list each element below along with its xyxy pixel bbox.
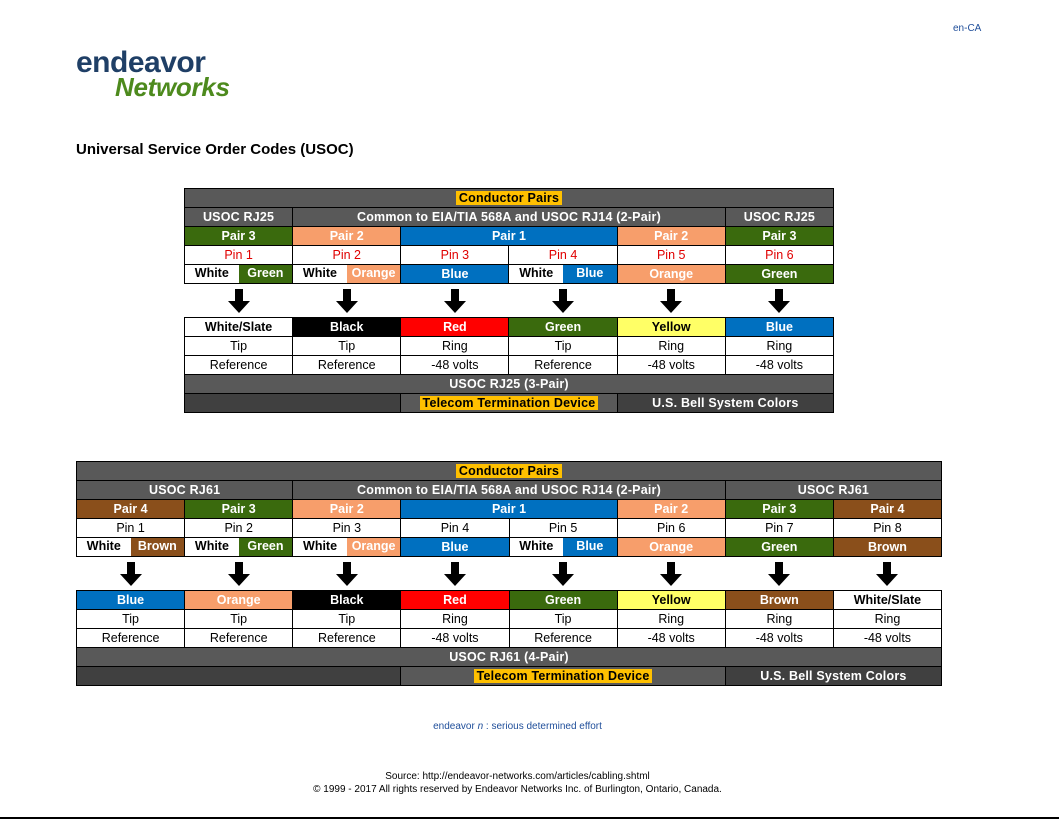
telecom-termination-label: Telecom Termination Device (420, 396, 599, 410)
pin-1: Pin 1 (185, 246, 293, 265)
bell-red: Red (401, 591, 509, 610)
bell-black: Black (293, 318, 401, 337)
down-arrow-icon (552, 289, 574, 313)
wire-pin-2 (185, 538, 293, 557)
conductor-pairs-row (77, 462, 942, 481)
wire-blue: Blue (401, 538, 509, 557)
wire-white: White (185, 538, 239, 556)
endeavor-networks-logo (76, 48, 230, 100)
bell-white-slate: White/Slate (833, 591, 941, 610)
wire-color-row (77, 538, 942, 557)
down-arrow-icon (660, 289, 682, 313)
arrow-cell (833, 557, 941, 591)
pin-3: Pin 3 (293, 519, 401, 538)
wire-pin-1 (77, 538, 185, 557)
down-arrow-icon (336, 289, 358, 313)
arrow-cell (77, 557, 185, 591)
down-arrow-icon (444, 289, 466, 313)
tagline-word: endeavor (433, 721, 475, 732)
tagline-definition: : serious determined effort (485, 721, 602, 732)
arrow-cell (401, 284, 509, 318)
pair-1: Pair 1 (401, 227, 617, 246)
reference-cell: Reference (77, 629, 185, 648)
arrow-cell (293, 557, 401, 591)
rj25-right-label: USOC RJ25 (725, 208, 833, 227)
bell-green: Green (509, 591, 617, 610)
wire-pin-3 (293, 538, 401, 557)
legend-row (77, 667, 942, 686)
wire-white: White (510, 538, 564, 556)
bottom-rule (0, 817, 1059, 819)
wire-green: Green (725, 265, 833, 284)
rj61-table (76, 461, 942, 686)
bell-green: Green (509, 318, 617, 337)
tip-ring-cell: Tip (293, 610, 401, 629)
arrow-cell (509, 557, 617, 591)
down-arrow-icon (552, 562, 574, 586)
conductor-pairs-row (185, 189, 834, 208)
down-arrow-icon (120, 562, 142, 586)
bell-yellow: Yellow (617, 591, 725, 610)
bell-brown: Brown (725, 591, 833, 610)
locale-label: en-CA (953, 23, 982, 34)
pin-row (77, 519, 942, 538)
rj25-left-label: USOC RJ25 (185, 208, 293, 227)
arrow-cell (293, 284, 401, 318)
wire-brown: Brown (833, 538, 941, 557)
copyright-line: © 1999 - 2017 All rights reserved by Endeavor Networks Inc. of Burlington, Ontario, Canada. (313, 784, 722, 795)
wire-white: White (509, 265, 563, 283)
pair-3-left: Pair 3 (185, 227, 293, 246)
reference-cell: Reference (185, 629, 293, 648)
tip-ring-row (77, 610, 942, 629)
pin-2: Pin 2 (293, 246, 401, 265)
tip-ring-cell: Ring (617, 610, 725, 629)
wire-brown: Brown (131, 538, 185, 556)
wire-white: White (185, 265, 239, 283)
pin-6: Pin 6 (617, 519, 725, 538)
wire-blue: Blue (563, 265, 617, 283)
bell-white-slate: White/Slate (185, 318, 293, 337)
down-arrow-icon (660, 562, 682, 586)
group-row (185, 208, 834, 227)
down-arrow-icon (228, 562, 250, 586)
wire-pin-5 (509, 538, 617, 557)
reference-cell: Reference (509, 356, 617, 375)
legend-row (185, 394, 834, 413)
tip-ring-cell: Ring (401, 610, 509, 629)
down-arrow-icon (876, 562, 898, 586)
tip-ring-cell: Ring (725, 610, 833, 629)
rj61-left-label: USOC RJ61 (77, 481, 293, 500)
pin-row (185, 246, 834, 265)
wire-orange: Orange (617, 538, 725, 557)
pin-4: Pin 4 (401, 519, 509, 538)
pin-3: Pin 3 (401, 246, 509, 265)
tip-ring-cell: Tip (185, 337, 293, 356)
page-title: Universal Service Order Codes (USOC) (76, 141, 354, 158)
arrow-cell (617, 557, 725, 591)
rj25-3pair-label: USOC RJ25 (3-Pair) (185, 375, 834, 394)
reference-row (185, 356, 834, 375)
wire-white: White (293, 265, 347, 283)
bell-color-row (77, 591, 942, 610)
source-line: Source: http://endeavor-networks.com/articles/cabling.shtml (385, 771, 650, 782)
common-label: Common to EIA/TIA 568A and USOC RJ14 (2-Pair) (293, 208, 726, 227)
bell-blue: Blue (725, 318, 833, 337)
tagline-pos: n (477, 721, 484, 732)
tip-ring-cell: Ring (617, 337, 725, 356)
pair-row (185, 227, 834, 246)
legend-empty (77, 667, 401, 686)
pair-1: Pair 1 (401, 500, 617, 519)
pair-row (77, 500, 942, 519)
bell-orange: Orange (185, 591, 293, 610)
group-row (77, 481, 942, 500)
tip-ring-cell: Ring (725, 337, 833, 356)
tip-ring-cell: Tip (293, 337, 401, 356)
bell-black: Black (293, 591, 401, 610)
arrow-cell (725, 557, 833, 591)
reference-cell: -48 volts (725, 629, 833, 648)
down-arrow-icon (768, 289, 790, 313)
wire-pin-2 (293, 265, 401, 284)
tip-ring-cell: Tip (509, 610, 617, 629)
pin-5: Pin 5 (617, 246, 725, 265)
pair-2-right: Pair 2 (617, 500, 725, 519)
wire-pin-4 (509, 265, 617, 284)
wire-orange: Orange (347, 538, 401, 556)
reference-cell: Reference (293, 356, 401, 375)
wire-green: Green (239, 538, 293, 556)
bell-system-label: U.S. Bell System Colors (617, 394, 833, 413)
bell-red: Red (401, 318, 509, 337)
arrow-cell (617, 284, 725, 318)
wire-green: Green (239, 265, 293, 283)
arrow-cell (185, 557, 293, 591)
telecom-termination-label: Telecom Termination Device (474, 669, 653, 683)
arrow-cell (401, 557, 509, 591)
arrow-row (185, 284, 834, 318)
rj61-right-label: USOC RJ61 (725, 481, 941, 500)
pair-3-left: Pair 3 (185, 500, 293, 519)
wire-blue: Blue (563, 538, 617, 556)
pair-3-right: Pair 3 (725, 227, 833, 246)
reference-cell: -48 volts (617, 356, 725, 375)
reference-cell: Reference (293, 629, 401, 648)
logo-line-2: Networks (115, 72, 230, 102)
pin-1: Pin 1 (77, 519, 185, 538)
reference-cell: Reference (509, 629, 617, 648)
pin-8: Pin 8 (833, 519, 941, 538)
common-label: Common to EIA/TIA 568A and USOC RJ14 (2-Pair) (293, 481, 726, 500)
logo-line-1: endeavor (76, 46, 206, 79)
bell-yellow: Yellow (617, 318, 725, 337)
arrow-cell (185, 284, 293, 318)
bell-system-label: U.S. Bell System Colors (725, 667, 941, 686)
reference-cell: -48 volts (725, 356, 833, 375)
pair-4-right: Pair 4 (833, 500, 941, 519)
pin-7: Pin 7 (725, 519, 833, 538)
bell-blue: Blue (77, 591, 185, 610)
arrow-cell (725, 284, 833, 318)
tip-ring-cell: Ring (401, 337, 509, 356)
tip-ring-cell: Tip (185, 610, 293, 629)
wire-white: White (77, 538, 131, 556)
wire-orange: Orange (617, 265, 725, 284)
legend-telecom-cell (401, 394, 617, 413)
conductor-pairs-label: Conductor Pairs (456, 191, 562, 205)
footer-group-row (185, 375, 834, 394)
arrow-row (77, 557, 942, 591)
conductor-pairs-label: Conductor Pairs (456, 464, 562, 478)
reference-cell: -48 volts (833, 629, 941, 648)
pair-4-left: Pair 4 (77, 500, 185, 519)
pair-3-right: Pair 3 (725, 500, 833, 519)
wire-color-row (185, 265, 834, 284)
tip-ring-cell: Tip (509, 337, 617, 356)
down-arrow-icon (444, 562, 466, 586)
legend-empty (185, 394, 401, 413)
tip-ring-row (185, 337, 834, 356)
tagline (0, 721, 1035, 732)
pair-2-right: Pair 2 (617, 227, 725, 246)
bell-color-row (185, 318, 834, 337)
wire-green: Green (725, 538, 833, 557)
pin-4: Pin 4 (509, 246, 617, 265)
tip-ring-cell: Tip (77, 610, 185, 629)
down-arrow-icon (228, 289, 250, 313)
reference-cell: -48 volts (617, 629, 725, 648)
reference-cell: -48 volts (401, 356, 509, 375)
source-block (0, 770, 1035, 796)
wire-blue: Blue (401, 265, 509, 284)
arrow-cell (509, 284, 617, 318)
wire-white: White (293, 538, 347, 556)
pin-2: Pin 2 (185, 519, 293, 538)
footer-group-row (77, 648, 942, 667)
pair-2-left: Pair 2 (293, 500, 401, 519)
down-arrow-icon (768, 562, 790, 586)
rj25-table (184, 188, 834, 413)
pin-6: Pin 6 (725, 246, 833, 265)
legend-telecom-cell (401, 667, 725, 686)
reference-cell: -48 volts (401, 629, 509, 648)
pin-5: Pin 5 (509, 519, 617, 538)
reference-cell: Reference (185, 356, 293, 375)
wire-pin-1 (185, 265, 293, 284)
rj61-4pair-label: USOC RJ61 (4-Pair) (77, 648, 942, 667)
pair-2-left: Pair 2 (293, 227, 401, 246)
tip-ring-cell: Ring (833, 610, 941, 629)
wire-orange: Orange (347, 265, 401, 283)
reference-row (77, 629, 942, 648)
down-arrow-icon (336, 562, 358, 586)
